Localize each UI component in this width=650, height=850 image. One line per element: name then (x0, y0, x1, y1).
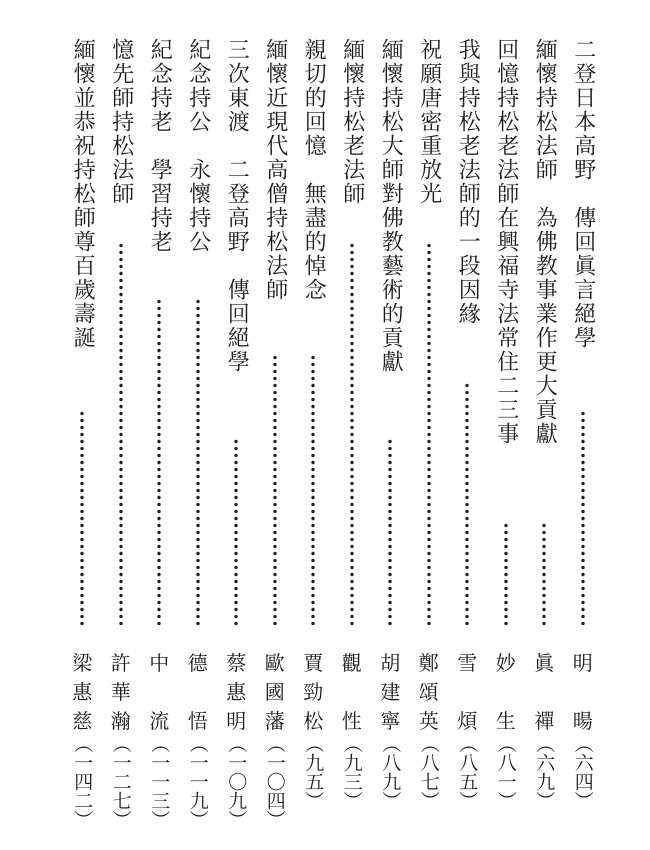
paren-close: ︶ (571, 791, 594, 810)
paren-open: ︵ (186, 734, 209, 753)
author-char: 生 (495, 709, 516, 733)
author-char: 禪 (534, 709, 555, 733)
dot-leader (542, 522, 546, 628)
author-char: 惠 (226, 680, 247, 704)
entry-author (186, 650, 210, 734)
entry-title: 緬懷持松老法師 (339, 38, 365, 206)
author-char: 藩 (264, 709, 285, 733)
entry-title: 緬懷持松法師 為佛教事業作更大貢獻 (532, 38, 558, 446)
toc-entry[interactable] (564, 38, 603, 838)
paren-close: ︶ (71, 810, 94, 829)
author-char: 性 (341, 709, 362, 733)
author-char: 華 (110, 680, 131, 704)
entry-title: 親切的回憶 無盡的悼念 (301, 38, 327, 302)
author-char: 中 (149, 651, 170, 675)
author-char: 煩 (457, 709, 478, 733)
page-number: 一四二 (71, 753, 94, 810)
paren-close: ︶ (225, 810, 248, 829)
dot-leader (273, 354, 277, 628)
paren-close: ︶ (417, 791, 440, 810)
entry-page-number (340, 734, 364, 810)
toc-entry[interactable] (487, 38, 526, 838)
author-char: 流 (149, 709, 170, 733)
page-number: 一一九 (186, 753, 209, 810)
author-char: 寧 (380, 709, 401, 733)
toc-entry[interactable] (525, 38, 564, 838)
paren-open: ︵ (302, 734, 325, 753)
toc-entry[interactable] (256, 38, 295, 838)
author-char: 鄭 (418, 651, 439, 675)
dot-leader (196, 298, 200, 628)
dot-leader (465, 382, 469, 628)
author-char: 歐 (264, 651, 285, 675)
toc-entry[interactable] (294, 38, 333, 838)
paren-open: ︵ (417, 734, 440, 753)
entry-title: 回憶持松老法師在興福寺法常住二三事 (493, 38, 519, 446)
author-char: 惠 (72, 680, 93, 704)
author-char: 蔡 (226, 651, 247, 675)
paren-open: ︵ (71, 734, 94, 753)
entry-author (571, 650, 595, 734)
author-char: 明 (572, 651, 593, 675)
author-char: 雪 (457, 651, 478, 675)
entry-author (109, 650, 133, 734)
entry-page-number (301, 734, 325, 810)
entry-author (494, 650, 518, 734)
author-char: 梁 (72, 651, 93, 675)
dot-leader (350, 242, 354, 628)
author-char: 胡 (380, 651, 401, 675)
dot-leader (427, 242, 431, 628)
paren-close: ︶ (533, 791, 556, 810)
entry-author (224, 650, 248, 734)
entry-title: 紀念持老 學習持老 (147, 38, 173, 254)
page-number: 八七 (417, 753, 440, 791)
toc-entry[interactable] (217, 38, 256, 838)
entry-title: 紀念持公 永懷持公 (185, 38, 211, 254)
paren-close: ︶ (263, 810, 286, 829)
author-char: 許 (110, 651, 131, 675)
toc-entry[interactable] (140, 38, 179, 838)
dot-leader (504, 522, 508, 628)
entry-author (340, 650, 364, 734)
entry-page-number (70, 734, 94, 829)
author-char: 德 (187, 651, 208, 675)
author-char: 松 (303, 709, 324, 733)
paren-open: ︵ (225, 734, 248, 753)
entry-title: 憶先師持松法師 (108, 38, 134, 206)
page-number: 九五 (302, 753, 325, 791)
paren-open: ︵ (494, 734, 517, 753)
toc-list (63, 38, 602, 838)
paren-open: ︵ (109, 734, 132, 753)
author-char: 瀚 (110, 709, 131, 733)
entry-page-number (494, 734, 518, 810)
paren-open: ︵ (263, 734, 286, 753)
paren-close: ︶ (456, 791, 479, 810)
entry-title: 緬懷持松大師對佛教藝術的貢獻 (378, 38, 404, 374)
author-char: 悟 (187, 709, 208, 733)
toc-entry[interactable] (371, 38, 410, 838)
dot-leader (311, 354, 315, 628)
paren-close: ︶ (379, 791, 402, 810)
paren-open: ︵ (571, 734, 594, 753)
paren-open: ︵ (340, 734, 363, 753)
page-number: 一〇九 (225, 753, 248, 810)
entry-author (417, 650, 441, 734)
author-char: 建 (380, 680, 401, 704)
entry-page-number (147, 734, 171, 829)
entry-page-number (263, 734, 287, 829)
author-char: 明 (226, 709, 247, 733)
author-char: 賈 (303, 651, 324, 675)
entry-author (147, 650, 171, 734)
entry-page-number (224, 734, 248, 829)
entry-page-number (532, 734, 556, 810)
toc-entry[interactable] (63, 38, 102, 838)
entry-author (532, 650, 556, 734)
paren-open: ︵ (456, 734, 479, 753)
paren-open: ︵ (379, 734, 402, 753)
dot-leader (157, 298, 161, 628)
entry-title: 二登日本高野 傳回眞言絕學 (570, 38, 596, 350)
author-char: 眞 (534, 651, 555, 675)
author-char: 慈 (72, 709, 93, 733)
page-number: 八五 (456, 753, 479, 791)
paren-open: ︵ (148, 734, 171, 753)
entry-author (455, 650, 479, 734)
entry-author (263, 650, 287, 734)
page-number: 六九 (533, 753, 556, 791)
paren-open: ︵ (533, 734, 556, 753)
paren-close: ︶ (109, 810, 132, 829)
dot-leader (234, 438, 238, 628)
entry-title: 緬懷近現代高僧持松法師 (262, 38, 288, 302)
toc-entry[interactable] (448, 38, 487, 838)
author-char: 英 (418, 709, 439, 733)
author-char: 妙 (495, 651, 516, 675)
paren-close: ︶ (302, 791, 325, 810)
dot-leader (119, 242, 123, 628)
entry-author (70, 650, 94, 734)
entry-title: 緬懷並恭祝持松師尊百歲壽誕 (70, 38, 96, 350)
dot-leader (80, 410, 84, 628)
page-number: 六四 (571, 753, 594, 791)
paren-close: ︶ (186, 810, 209, 829)
entry-author (301, 650, 325, 734)
entry-page-number (109, 734, 133, 829)
toc-entry[interactable] (333, 38, 372, 838)
paren-close: ︶ (148, 810, 171, 829)
author-char: 勁 (303, 680, 324, 704)
page-number: 一一三 (148, 753, 171, 810)
page-number: 八一 (494, 753, 517, 791)
page-number: 一二七 (109, 753, 132, 810)
dot-leader (581, 410, 585, 628)
entry-page-number (417, 734, 441, 810)
entry-author (378, 650, 402, 734)
page-number: 一〇四 (263, 753, 286, 810)
author-char: 頌 (418, 680, 439, 704)
page-number: 九三 (340, 753, 363, 791)
entry-page-number (186, 734, 210, 829)
toc-entry[interactable] (102, 38, 141, 838)
paren-close: ︶ (340, 791, 363, 810)
page-number: 八九 (379, 753, 402, 791)
entry-page-number (378, 734, 402, 810)
entry-page-number (571, 734, 595, 810)
author-char: 觀 (341, 651, 362, 675)
entry-page-number (455, 734, 479, 810)
paren-close: ︶ (494, 791, 517, 810)
entry-title: 三次東渡 二登高野 傳回絕學 (224, 38, 250, 374)
entry-title: 祝願唐密重放光 (416, 38, 442, 206)
toc-entry[interactable] (410, 38, 449, 838)
entry-title: 我與持松老法師的一段因緣 (455, 38, 481, 326)
toc-entry[interactable] (179, 38, 218, 838)
author-char: 國 (264, 680, 285, 704)
dot-leader (388, 438, 392, 628)
author-char: 暘 (572, 709, 593, 733)
